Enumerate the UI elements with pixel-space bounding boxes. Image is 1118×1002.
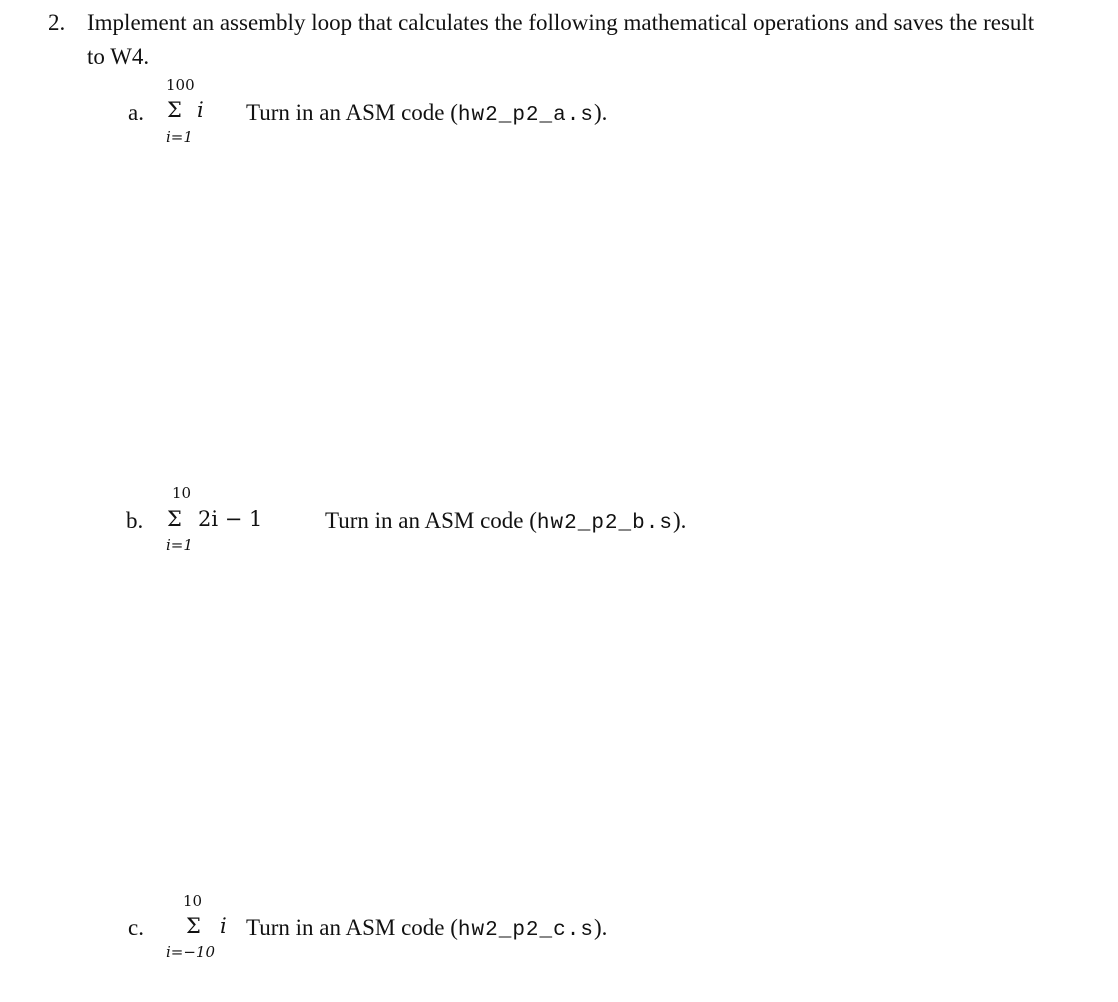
part-a-label: a. [128,100,144,125]
part-b-instruction [325,508,686,535]
problem-number: 2. [48,10,66,35]
part-c-upper-limit: 10 [183,892,203,910]
part-c-label: c. [128,915,144,940]
part-b-upper-limit: 10 [172,484,192,502]
part-c-filename: hw2_p2_c.s [457,919,594,942]
part-b-filename: hw2_p2_b.s [536,512,673,535]
part-a-expression: i [197,98,204,122]
part-c-instruction [246,915,607,942]
part-a-sigma-symbol: Σ [167,98,182,122]
part-c-lower-limit: i=−10 [166,943,216,961]
part-c-expression: i [220,914,227,938]
part-b-sigma-symbol: Σ [167,507,182,531]
part-a-instruction-close: ). [593,100,608,125]
part-b-lower-limit: i=1 [166,536,193,554]
problem-statement-line1: Implement an assembly loop that calculates the following mathematical operations and saves the result [87,10,1035,35]
part-a-filename: hw2_p2_a.s [457,104,594,127]
part-c-instruction-close: ). [593,915,608,940]
part-a-instruction [246,100,607,127]
problem-statement-line2: to W4. [87,44,150,69]
part-a-lower-limit: i=1 [166,128,193,146]
part-c-sigma-symbol: Σ [186,914,201,938]
part-c-instruction-text: Turn in an ASM code ( [246,915,458,940]
part-a-instruction-text: Turn in an ASM code ( [246,100,458,125]
part-a-upper-limit: 100 [166,76,195,94]
part-b-instruction-close: ). [672,508,687,533]
part-b-expression: 2i − 1 [198,507,263,531]
part-b-instruction-text: Turn in an ASM code ( [325,508,537,533]
part-b-label: b. [126,508,144,533]
